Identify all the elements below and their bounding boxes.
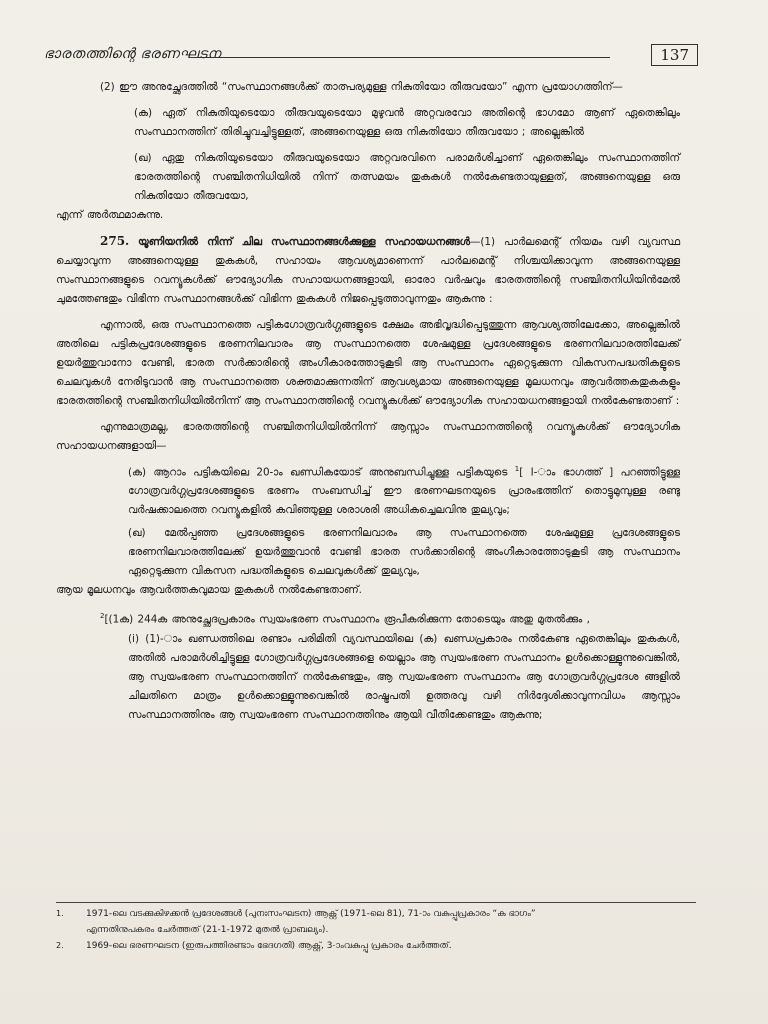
footnote-2-text: 1969-ലെ ഭരണഘടന (ഇരുപത്തിരണ്ടാം ഭേദഗതി) ആക്റ്റ്, 3-ാംവകുപ്പു പ്രകാരം ചേർത്തത്.	[86, 941, 452, 951]
clause-2-closing: എന്ന് അർത്ഥമാകുന്നു.	[56, 209, 164, 221]
proviso-ka-bracket: [ I-ാം ഭാഗത്ത് ]	[519, 466, 614, 479]
footnote-1-mark: 1.	[56, 909, 64, 918]
running-title: ഭാരതത്തിന്റെ ഭരണഘടന	[44, 46, 221, 62]
section-heading-dash: —	[469, 236, 481, 248]
proviso-kha: (ഖ) മേൽപ്പഞ്ഞ പ്രദേശങ്ങളുടെ ഭരണനിലവാരം ആ സംസ്ഥാനത്തെ ശേഷമുള്ള പ്രദേശങ്ങളുടെ ഭരണനിലവാരത്തിലേക്ക് ഉയർത്തുവാൻ വേണ്ടി ഭാരത സർക്കാരിന്റെ അംഗീകാരത്തോടുകൂടി ആ സംസ്ഥാനം ഏറ്റെടുക്കുന്ന വികസന പദ്ധതികളുടെ ചെലവുകൾക്ക് തുല്യവും,	[128, 527, 680, 578]
clause-2-ka: (ക) ഏത് നികുതിയുടെയോ തീരുവയുടെയോ മുഴുവൻ അറ്റവരവോ അതിന്റെ ഭാഗമോ ആണ് ഏതെങ്കിലും സംസ്ഥാനത്തിന് തിരിച്ചുവച്ചിട്ടുള്ളത്, അങ്ങനെയുള്ള ഒരു നികുതിയോ തീരുവയോ ; അല്ലെങ്കിൽ	[134, 107, 680, 138]
proviso-ka-lead: (ക) ആറാം പട്ടികയിലെ 20-ാം ഖണ്ഡികയോട് അനുബന്ധിച്ചുള്ള പട്ടികയുടെ	[128, 466, 508, 479]
clause-1a-text: 244ക അനുച്ഛേദപ്രകാരം സ്വയംഭരണ സംസ്ഥാനം രൂപീകരിക്കുന്ന തോടെയും അതു മുതൽക്കും ,	[137, 613, 590, 626]
clause-1a-i: (i) (1)-ാം ഖണ്ഡത്തിലെ രണ്ടാം പരിമിതി വ്യവസ്ഥയിലെ (ക) ഖണ്ഡപ്രകാരം നൽകേണ്ട ഏതെങ്കിലും തുകകൾ, അതിൽ പരാമർശിച്ചിട്ടുള്ള ഗോത്രവർഗ്ഗപ്രദേശങ്ങളെ യെല്ലാം ആ സ്വയംഭരണ സംസ്ഥാനം ഉൾക്കൊള്ളുന്നുവെങ്കിൽ, ആ സ്വയംഭരണ സംസ്ഥാനത്തിന് നൽകേണ്ടതും, ആ സ്വയംഭരണ സംസ്ഥാനം ആ ഗോത്രവർഗ്ഗപ്രദേശ ങ്ങളിൽ ചിലതിനെ മാത്രം ഉൾക്കൊള്ളുന്നുവെങ്കിൽ രാഷ്ട്രപതി ഉത്തരവു വഴി നിർദ്ദേശിക്കാവുന്നവിധം ആസ്സാം സംസ്ഥാനത്തിനും ആ സ്വയംഭരണ സംസ്ഥാനത്തിനും ആയി വീതിക്കേണ്ടതും ആകുന്നു;	[128, 632, 680, 721]
proviso-closing: ആയ മൂലധനവും ആവർത്തകവുമായ തുകകൾ നൽകേണ്ടതാണ്.	[56, 584, 362, 597]
footnote-2-mark: 2.	[56, 941, 64, 950]
section-275-clause-1	[56, 232, 680, 309]
footnote-1-continuation: എന്നതിനുപകരം ചേർത്തത് (21-1-1972 മുതൽ പ്രാബല്യം).	[86, 925, 329, 935]
clause-2-intro: (2) ഈ അനുച്ഛേദത്തിൽ “സംസ്ഥാനങ്ങൾക്ക് താത്പര്യമുള്ള നികുതിയോ തീരുവയോ” എന്ന പ്രയോഗത്തിന്—	[100, 81, 623, 93]
section-clause-label: (1)	[480, 236, 496, 248]
footnote-ref-2: 2	[100, 612, 105, 621]
proviso-ka-rest: പറഞ്ഞിട്ടുള്ള ഗോത്രവർഗ്ഗപ്രദേശങ്ങളുടെ ഭരണം സംബന്ധിച്ച് ഈ ഭരണഘടനയുടെ പ്രാരംഭത്തിന് തൊട്ടുമുമ്പുള്ള രണ്ടു വർഷക്കാലത്തെ റവന്യൂകളിൽ കവിഞ്ഞുള്ള ശരാശരി അധികച്ചെലവിനു തുല്യവും;	[128, 466, 680, 517]
clause-1a-label: [(1ക)	[104, 613, 134, 626]
clause-1a	[56, 607, 680, 629]
header-rule	[194, 57, 610, 58]
footnotes	[56, 902, 696, 954]
footnote-ref-1: 1	[514, 465, 520, 473]
first-proviso: എന്നാൽ, ഒരു സംസ്ഥാനത്തെ പട്ടികഗോത്രവർഗ്ഗങ്ങളുടെ ക്ഷേമം അഭിവൃദ്ധിപ്പെടുത്തുന്ന ആവശ്യത്തിലേക്കോ, അല്ലെങ്കിൽ അതിലെ പട്ടികപ്രദേശങ്ങളുടെ ഭരണനിലവാരം ആ സംസ്ഥാനത്തെ ശേഷമുള്ള പ്രദേശങ്ങളുടെ ഭരണനിലവാരത്തിലേക്ക് ഉയർത്തുവാനോ വേണ്ടി, ഭാരത സർക്കാരിന്റെ അംഗീകാരത്തോടുകൂടി ആ സംസ്ഥാനം ഏറ്റെടുക്കുന്ന വികസനപദ്ധതികളുടെ ചെലവുകൾ നേരിടുവാൻ ആ സംസ്ഥാനത്തെ ശക്തമാക്കുന്നതിന് ആവശ്യമായ അങ്ങനെയുള്ള മൂലധനവും ആവർത്തകതുകകളും ഭാരതത്തിന്റെ സഞ്ചിതനിധിയിൽനിന്ന് ആ സംസ്ഥാനത്തിന്റെ റവന്യൂകൾക്ക് ഔദ്യോഗിക സഹായധനങ്ങളായി നൽകേണ്ടതാണ് :	[56, 319, 680, 407]
section-number: 275.	[100, 234, 130, 248]
page-header	[44, 44, 728, 74]
page-number: 137	[651, 44, 698, 66]
second-proviso: എന്നുമാത്രമല്ല, ഭാരതത്തിന്റെ സഞ്ചിതനിധിയിൽനിന്ന് ആസ്സാം സംസ്ഥാനത്തിന്റെ റവന്യൂകൾക്ക് ഔദ്യോഗിക സഹായധനങ്ങളായി—	[56, 421, 680, 452]
body-text	[56, 78, 680, 725]
section-275-text: പാർലമെന്റ് നിയമം വഴി വ്യവസ്ഥ ചെയ്യാവുന്ന അങ്ങനെയുള്ള തുകകൾ, സഹായം ആവശ്യമാണെന്ന് പാർലമെന്റ് നിശ്ചയിക്കാവുന്ന അങ്ങനെയുള്ള സംസ്ഥാനങ്ങളുടെ റവന്യൂകൾക്ക് ഔദ്യോഗിക സഹായധനങ്ങളായി, ഓരോ വർഷവും ഭാരതത്തിന്റെ സഞ്ചിതനിധിയിൻമേൽ ചുമത്തേണ്ടതും വിഭിന്ന സംസ്ഥാനങ്ങൾക്ക് വിഭിന്ന തുകകൾ നിജപ്പെടുത്താവുന്നതും ആകുന്നു :	[56, 236, 680, 305]
footnote-2	[56, 938, 696, 954]
clause-2-kha: (ഖ) ഏതു നികുതിയുടെയോ തീരുവയുടെയോ അറ്റവരവിനെ പരാമർശിച്ചാണ് ഏതെങ്കിലും സംസ്ഥാനത്തിന് ഭാരതത്തിന്റെ സഞ്ചിതനിധിയിൽ നിന്ന് തത്സമയം തുകകൾ നൽകേണ്ടതായുള്ളത്, അങ്ങനെയുള്ള ഒരു നികുതിയോ തീരുവയോ,	[134, 152, 680, 202]
proviso-ka	[56, 460, 680, 520]
section-heading: യൂണിയനിൽ നിന്ന് ചില സംസ്ഥാനങ്ങൾക്കുള്ള സഹായധനങ്ങൾ	[138, 236, 470, 248]
footnote-1	[56, 906, 696, 922]
footnote-1-text: 1971-ലെ വടക്കുകിഴക്കൻ പ്രദേശങ്ങൾ (പുനഃസംഘടന) ആക്റ്റ് (1971-ലെ 81), 71-ാം വകുപ്പുപ്രകാരം “ക ഭാഗം”	[86, 909, 536, 919]
